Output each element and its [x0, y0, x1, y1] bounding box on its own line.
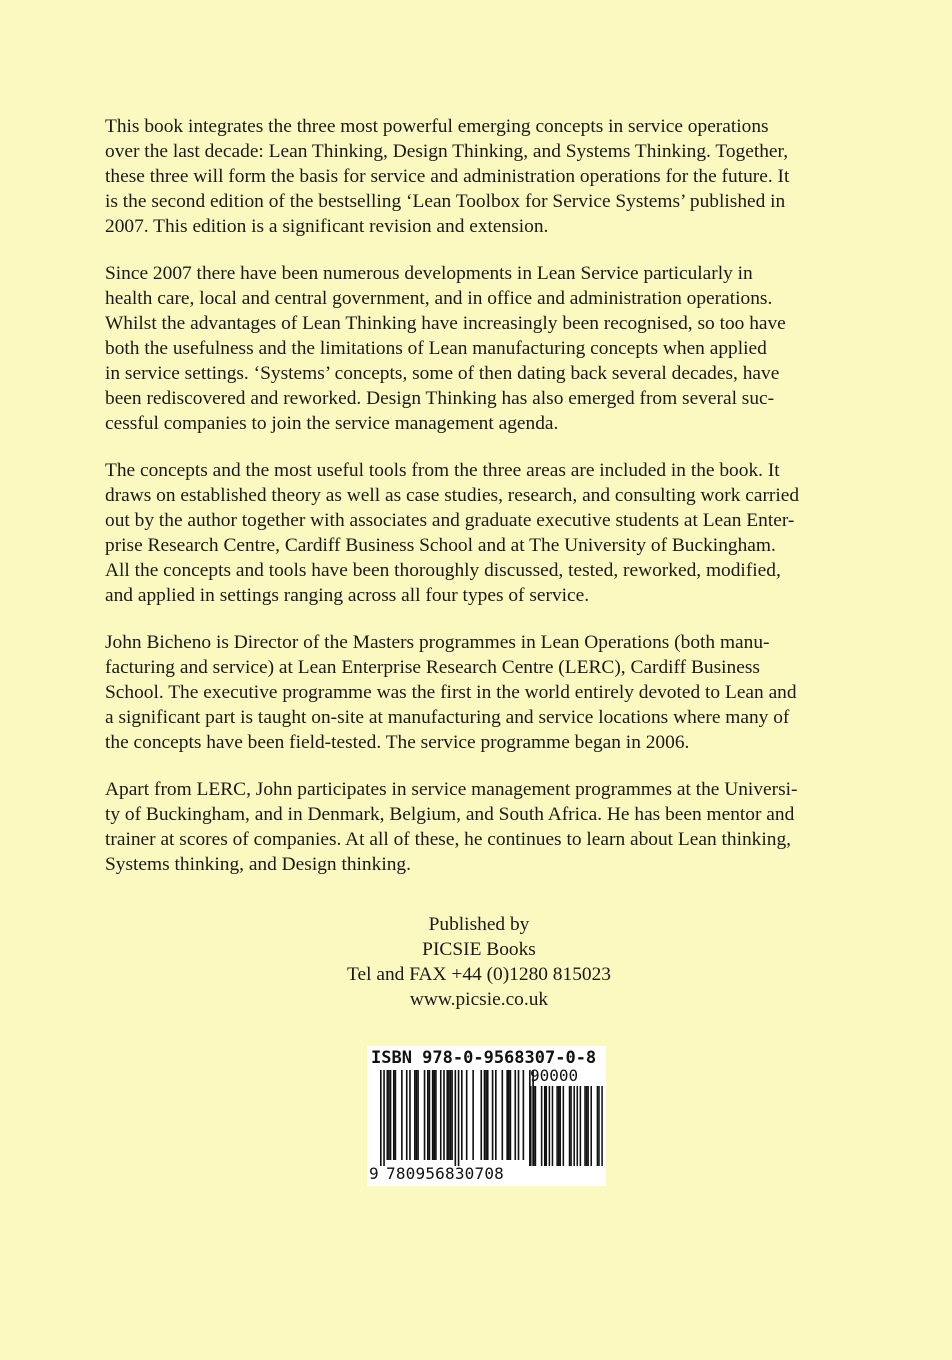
paragraph-author-activities	[105, 777, 853, 877]
barcode-bar	[472, 1070, 474, 1160]
addon-bar	[584, 1086, 586, 1166]
barcode-bar	[506, 1070, 508, 1160]
paragraph-concepts	[105, 458, 853, 608]
barcode-bar	[487, 1070, 489, 1160]
text-line: over the last decade: Lean Thinking, Design Thinking, and Systems Thinking. Together,	[105, 141, 789, 162]
ean-lead-digit: 9	[369, 1164, 379, 1183]
addon-bar	[541, 1086, 543, 1166]
barcode-bar	[443, 1070, 445, 1160]
addon-bar	[587, 1086, 589, 1166]
isbn-label: ISBN 978-0-9568307-0-8	[371, 1048, 597, 1068]
isbn-barcode	[367, 1046, 606, 1186]
text-line: in service settings. ‘Systems’ concepts, some of then dating back several decades, have	[105, 363, 780, 384]
blurb	[105, 114, 853, 899]
addon-bar	[558, 1086, 560, 1166]
text-line: is the second edition of the bestselling ‘Lean Toolbox for Service Systems’ published in	[105, 191, 786, 212]
publisher-phone: Tel and FAX +44 (0)1280 815023	[347, 964, 611, 985]
barcode-bar	[492, 1070, 494, 1160]
barcode-bar	[480, 1070, 482, 1160]
text-line: draws on established theory as well as case studies, research, and consulting work carried	[105, 485, 800, 506]
addon-bar	[530, 1086, 532, 1166]
addon-bar	[586, 1086, 588, 1166]
barcode-bar	[401, 1070, 403, 1160]
publisher-info	[0, 912, 952, 1012]
addon-bar	[580, 1086, 582, 1166]
addon-bar	[535, 1086, 537, 1166]
barcode-bar	[386, 1070, 388, 1160]
text-line: Whilst the advantages of Lean Thinking have increasingly been recognised, so too have	[105, 313, 786, 334]
barcode-bar	[432, 1070, 434, 1160]
barcode-bar	[429, 1070, 431, 1160]
barcode-bar	[485, 1070, 487, 1160]
published-by-label: Published by	[428, 914, 530, 935]
addon-bar	[601, 1086, 603, 1166]
barcode-bar	[461, 1070, 463, 1160]
addon-bar	[549, 1086, 551, 1166]
text-line: the concepts have been field-tested. The service programme began in 2006.	[105, 732, 690, 753]
barcode-bar	[446, 1070, 448, 1160]
addon-bar	[546, 1086, 548, 1166]
text-line: John Bicheno is Director of the Masters programmes in Lean Operations (both manu-	[105, 632, 770, 653]
publisher-website: www.picsie.co.uk	[409, 989, 549, 1010]
barcode-bar	[458, 1070, 460, 1166]
addon-bar	[544, 1086, 546, 1166]
barcode-bar	[435, 1070, 437, 1160]
barcode-bar	[416, 1070, 418, 1160]
barcode-bar	[388, 1070, 390, 1160]
barcode-bar	[448, 1070, 450, 1160]
barcode-bar	[523, 1070, 525, 1160]
text-line: prise Research Centre, Cardiff Business School and at The University of Buckingham.	[105, 535, 776, 556]
barcode-bar	[406, 1070, 408, 1160]
text-line: trainer at scores of companies. At all of these, he continues to learn about Lean thinking,	[105, 829, 791, 850]
addon-bar	[573, 1086, 575, 1166]
text-line: The concepts and the most useful tools from the three areas are included in the book. It	[105, 460, 780, 481]
barcode-bar	[466, 1070, 468, 1160]
barcode-bar	[427, 1070, 429, 1160]
addon-bar	[563, 1086, 565, 1166]
barcode-bar	[510, 1070, 512, 1160]
text-line: School. The executive programme was the first in the world entirely devoted to Lean and	[105, 682, 797, 703]
barcode-bar	[484, 1070, 486, 1160]
addon-bar	[598, 1086, 600, 1166]
barcode-bar	[451, 1070, 453, 1160]
barcode-bar	[455, 1070, 457, 1166]
barcode-bar	[414, 1070, 416, 1160]
text-line: and applied in settings ranging across all four types of service.	[105, 585, 590, 606]
paragraph-intro	[105, 114, 853, 239]
barcode-bar	[495, 1070, 497, 1160]
barcode-bar	[440, 1070, 442, 1160]
text-line: a significant part is taught on-site at manufacturing and service locations where many of	[105, 707, 790, 728]
barcode-bar	[390, 1070, 392, 1160]
text-line: facturing and service) at Lean Enterprise Research Centre (LERC), Cardiff Business	[105, 657, 760, 678]
text-line: these three will form the basis for service and administration operations for the future. It	[105, 166, 790, 187]
barcode-bar	[383, 1070, 385, 1166]
addon-bar	[559, 1086, 561, 1166]
text-line: 2007. This edition is a significant revision and extension.	[105, 216, 549, 237]
addon-bar	[577, 1086, 579, 1166]
text-line: ty of Buckingham, and in Denmark, Belgium, and South Africa. He has been mentor and	[105, 804, 795, 825]
addon-bar	[569, 1086, 571, 1166]
barcode-bar	[409, 1070, 411, 1160]
addon-bar	[533, 1086, 535, 1166]
text-line: Apart from LERC, John participates in service management programmes at the Universi-	[105, 779, 798, 800]
barcode-bar	[514, 1070, 516, 1160]
paragraph-developments	[105, 261, 853, 436]
barcode-bar	[424, 1070, 426, 1160]
barcode-bar	[502, 1070, 504, 1160]
addon-bar	[552, 1086, 554, 1166]
addon-bar	[597, 1086, 599, 1166]
addon-bar	[590, 1086, 592, 1166]
barcode-bar	[433, 1070, 435, 1160]
text-line: both the usefulness and the limitations of Lean manufacturing concepts when applied	[105, 338, 767, 359]
barcode-bar	[395, 1070, 397, 1160]
barcode-bar	[518, 1070, 520, 1160]
barcode-bar	[417, 1070, 419, 1160]
text-line: out by the author together with associates and graduate executive students at Lean Enter-	[105, 510, 795, 531]
text-line: Since 2007 there have been numerous developments in Lean Service particularly in	[105, 263, 753, 284]
text-line: cessful companies to join the service management agenda.	[105, 413, 559, 434]
barcode-bar	[380, 1070, 382, 1166]
barcode-bar	[393, 1070, 395, 1160]
ean-main-digits: 780956830708	[386, 1164, 504, 1183]
text-line: health care, local and central government, and in office and administration operations.	[105, 288, 773, 309]
barcode-bar	[508, 1070, 510, 1160]
text-line: been rediscovered and reworked. Design Thinking has also emerged from several suc-	[105, 388, 775, 409]
text-line: All the concepts and tools have been thoroughly discussed, tested, reworked, modified,	[105, 560, 781, 581]
price-addon-digits: 90000	[530, 1066, 579, 1085]
text-line: This book integrates the three most powerful emerging concepts in service operations	[105, 116, 769, 137]
addon-bar	[570, 1086, 572, 1166]
barcode-bar	[450, 1070, 452, 1160]
addon-bar	[556, 1086, 558, 1166]
publisher-name: PICSIE Books	[422, 939, 536, 960]
text-line: Systems thinking, and Design thinking.	[105, 854, 411, 875]
paragraph-author-bio	[105, 630, 853, 755]
